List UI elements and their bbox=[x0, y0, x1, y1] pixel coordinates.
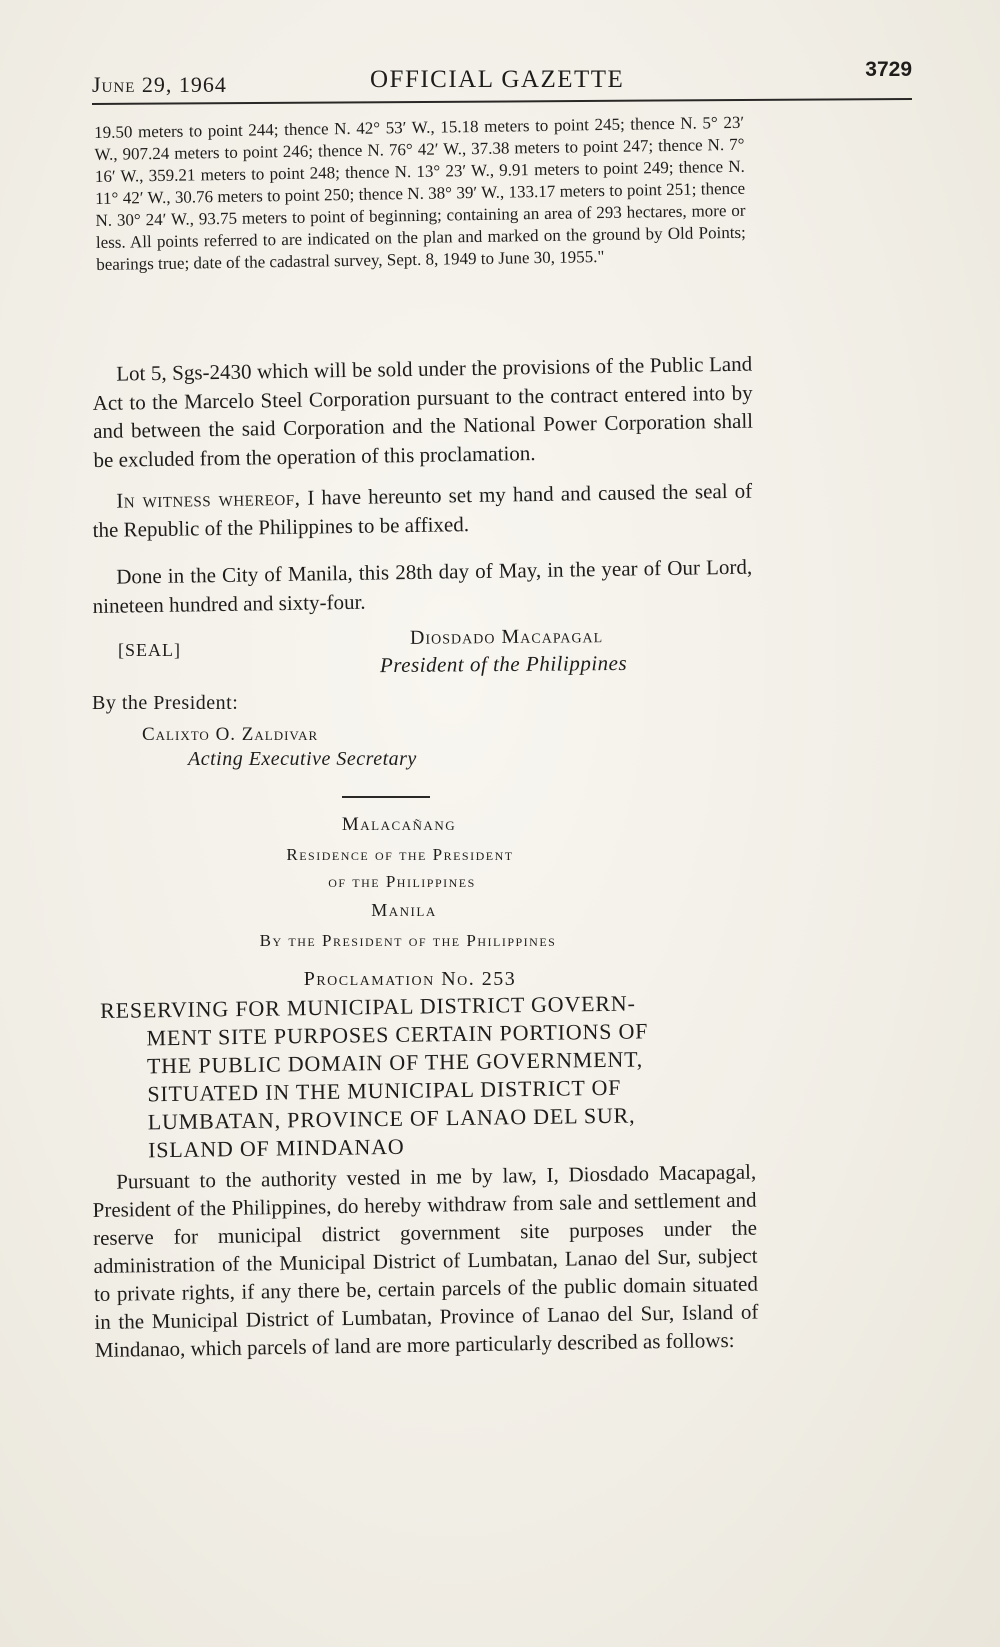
witness-lead: In witness whereof, bbox=[116, 485, 301, 513]
heading-residence: Residence of the President bbox=[286, 845, 514, 864]
done-text: Done in the City of Manila, this 28th day of May, in the year of Our Lord, nineteen hundred and sixty-four. bbox=[92, 554, 753, 618]
secretary-name: Calixto O. Zaldivar bbox=[142, 724, 319, 745]
title-line: LUMBATAN, PROVINCE OF LANAO DEL SUR, bbox=[147, 1102, 636, 1135]
title-line: ISLAND OF MINDANAO bbox=[147, 1133, 405, 1163]
seal-mark: [SEAL] bbox=[118, 640, 181, 660]
title-line: SITUATED IN THE MUNICIPAL DISTRICT OF bbox=[147, 1074, 622, 1107]
page-number: 3729 bbox=[865, 58, 912, 81]
technical-description-text: 19.50 meters to point 244; thence N. 42° 53′ W., 15.18 meters to point 245; thence N. 5° 23′ W., 907.24 meters to point 246; thence N. 76° 42′ W., 37.38 meters to point 247; thence N. 7° 16′ W., 359.21 meters to point 248; thence N. 13° 23′ W., 9.91 meters to point 249; thence N. 11° 42′ W., 30.76 meters to point 250; thence N. 38° 39′ W., 133.17 meters to point 251; thence N. 30° 24′ W., 93.75 meters to point of beginning; containing an area of 293 hectares, more or less. All points referred to are indicated on the plan and marked on the ground by Old Points; bearings true; date of the cadastral survey, Sept. 8, 1949 to June 30, 1955." bbox=[94, 112, 746, 274]
heading-place: Malacañang bbox=[341, 814, 457, 835]
done-paragraph bbox=[92, 553, 753, 622]
witness-text bbox=[92, 477, 753, 544]
heading-by-the-president: By the President of the Philippines bbox=[259, 931, 557, 950]
signer-title: President of the Philippines bbox=[379, 650, 628, 678]
witness-paragraph bbox=[92, 477, 753, 546]
by-the-president: By the President: bbox=[92, 692, 239, 714]
proclamation-title bbox=[100, 988, 762, 1165]
technical-description bbox=[94, 112, 746, 276]
secretary-title: Acting Executive Secretary bbox=[188, 748, 417, 770]
title-line: THE PUBLIC DOMAIN OF THE GOVERNMENT, bbox=[146, 1046, 644, 1079]
heading-city: Manila bbox=[371, 900, 437, 920]
pursuant-text: Pursuant to the authority vested in me by law, I, Diosdado Macapagal, President of the Philippines, do hereby withdraw from sale and settlement and reserve for municipal district government site purposes under the administration of the Municipal District of Lumbatan, Lanao del Sur, subject to private rights, if any there be, certain parcels of the public domain situated in the Municipal District of Lumbatan, Province of Lanao del Sur, Island of Mindanao, which parcels of land are more particularly described as follows: bbox=[92, 1159, 759, 1362]
proclamation-number: Proclamation No. 253 bbox=[303, 968, 517, 990]
signer-name: Diosdado Macapagal bbox=[409, 625, 604, 649]
heading-of-philippines: of the Philippines bbox=[328, 872, 476, 891]
pursuant-paragraph bbox=[92, 1158, 759, 1366]
lot-exclusion-text: Lot 5, Sgs-2430 which will be sold under the provisions of the Public Land Act to the Marcelo Steel Corporation pursuant to the contract entered into by and between the said Corporation and the National Power Corporation shall be excluded from the operation of this proclamation. bbox=[92, 351, 754, 472]
witness-rest: I have hereunto set my hand and caused the seal of the Republic of the Philippines to be affixed. bbox=[92, 478, 753, 542]
publication-title: OFFICIAL GAZETTE bbox=[370, 66, 625, 93]
section-divider bbox=[342, 796, 430, 798]
header-date: June 29, 1964 bbox=[92, 72, 227, 97]
title-line: MENT SITE PURPOSES CERTAIN PORTIONS OF bbox=[146, 1018, 649, 1051]
title-line: RESERVING FOR MUNICIPAL DISTRICT GOVERN- bbox=[100, 990, 636, 1023]
lot-exclusion-paragraph bbox=[92, 350, 754, 476]
